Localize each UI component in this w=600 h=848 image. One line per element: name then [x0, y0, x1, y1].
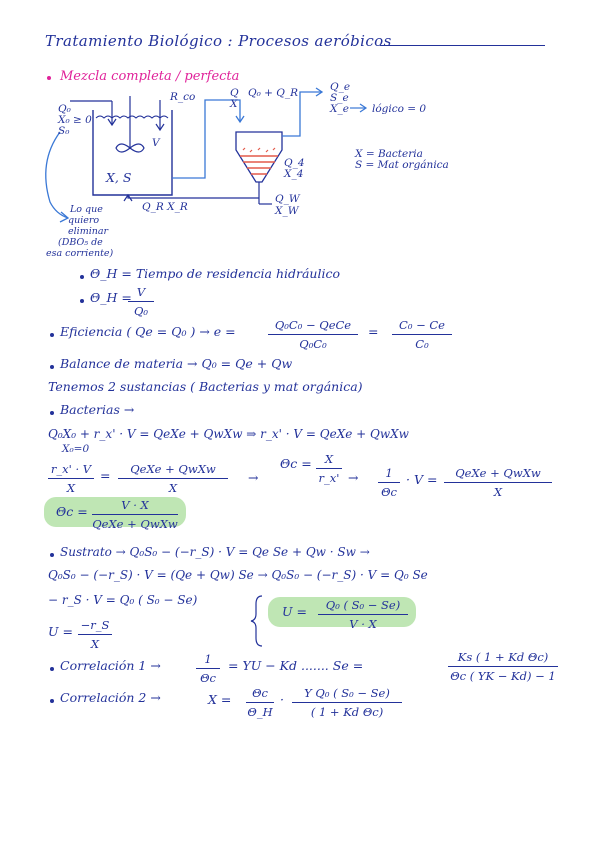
correlacion2-label: Correlación 2 → — [60, 690, 161, 705]
theta-num: V — [136, 285, 146, 299]
boxed-thc-frac — [92, 498, 178, 531]
thc-lhs: Θc = — [280, 456, 312, 471]
corr2-dot: · — [280, 692, 284, 707]
correlacion1-label: Correlación 1 → — [60, 658, 161, 673]
eficiencia-den2: C₀ — [415, 337, 429, 351]
se-num: Ks ( 1 + Kd Θc) — [457, 650, 549, 664]
label-q: Q — [230, 87, 239, 99]
eficiencia-frac2 — [392, 318, 452, 351]
theta-fraction — [128, 285, 154, 318]
se-frac — [448, 650, 558, 683]
label-se: S_e — [330, 92, 349, 104]
balance-line: Balance de materia → Q₀ = Qe + Qw — [60, 356, 293, 371]
label-q0: Q₀ — [58, 103, 71, 115]
inv-den: Θc — [381, 485, 397, 499]
label-v: V — [152, 137, 160, 149]
section-heading: Mezcla completa / perfecta — [60, 69, 240, 84]
corr2-b-den: ( 1 + Kd Θc) — [310, 705, 384, 719]
x0-zero: X₀=0 — [62, 443, 90, 455]
label-x0: X₀ ≥ 0 — [58, 114, 92, 126]
rx-num: r_x' · V — [50, 462, 92, 476]
sustrato-line2: Q₀S₀ − (−r_S) · V = (Qe + Qw) Se → Q₀S₀ − (−r_S) · V = Q₀ Se — [48, 568, 428, 582]
corr2-x-eq: X = — [208, 692, 232, 707]
thc-frac — [316, 452, 342, 485]
rx-rhs-num: QeXe + QwXw — [130, 462, 216, 476]
eficiencia-eq: = — [368, 324, 379, 339]
label-s0: S₀ — [58, 125, 70, 137]
u-lhs: U = — [48, 624, 73, 639]
bullet — [50, 365, 54, 369]
page-title: Tratamiento Biológico : Procesos aeróbicos — [45, 32, 392, 50]
corr1-den: Θc — [200, 671, 216, 685]
label-xe: X_e — [330, 103, 349, 115]
corr1-num: 1 — [204, 652, 212, 666]
label-qr-xr: Q_R X_R — [142, 201, 188, 213]
inv-rhs-num: QeXe + QwXw — [455, 466, 541, 480]
water-surface — [96, 116, 168, 118]
u-frac — [78, 618, 112, 651]
u-num: −r_S — [80, 618, 110, 632]
label-qe: Q_e — [330, 81, 351, 93]
label-qw: Q_W — [275, 193, 300, 205]
thc-den: r_x' — [318, 471, 340, 485]
bullet — [50, 411, 54, 415]
label-xs: X, S — [106, 170, 132, 185]
outlet-flow — [172, 100, 240, 178]
bullet — [50, 553, 54, 557]
inv-num: 1 — [385, 466, 393, 480]
theta-definition: Θ_H = Tiempo de residencia hidráulico — [90, 266, 340, 281]
u-den: X — [90, 637, 100, 651]
theta-den: Q₀ — [133, 304, 149, 318]
corr1-rest: = YU − Kd ....... Se = — [228, 658, 364, 673]
label-rco: R_co — [170, 91, 196, 103]
bullet — [80, 299, 84, 303]
inv-rhs-den: X — [493, 485, 503, 499]
legend-s: S = Mat orgánica — [355, 159, 449, 171]
theta-eq-lhs: Θ_H = — [90, 290, 132, 305]
label-logico: lógico = 0 — [372, 103, 427, 115]
rx-rhs-frac — [118, 462, 228, 495]
boxed-u-lhs: U = — [282, 604, 307, 619]
corr2-a-den: Θ_H — [247, 705, 273, 719]
corr2-frac-a — [246, 686, 274, 719]
note-pointer — [46, 132, 68, 218]
label-x: X — [230, 98, 238, 110]
note-line3: eliminar — [68, 226, 109, 237]
corr1-frac — [196, 652, 220, 685]
note-line2: quiero — [68, 215, 100, 226]
eficiencia-lhs: Eficiencia ( Qe = Q₀ ) → e = — [60, 324, 236, 339]
boxed-u-frac — [318, 598, 408, 631]
note-line1: Lo que — [70, 204, 103, 215]
label-x4: X_4 — [284, 168, 304, 180]
note-line4: (DBO₅ de — [58, 237, 103, 248]
sustrato-line1: Sustrato → Q₀S₀ − (−r_S) · V = Qe Se + Qw · Sw → — [60, 545, 370, 559]
rx-den: X — [66, 481, 76, 495]
boxed-thc-lhs: Θc = — [56, 504, 88, 519]
rx-frac — [48, 462, 94, 495]
label-q4: Q_4 — [284, 157, 305, 169]
label-q0-qr: Q₀ + Q_R — [248, 87, 299, 99]
bullet — [50, 667, 54, 671]
bacterias-heading: Bacterias → — [60, 402, 135, 417]
corr2-a-num: Θc — [252, 686, 268, 700]
arrow-1: → — [248, 470, 259, 485]
inv-rest: · V = — [406, 472, 438, 487]
tenemos-line: Tenemos 2 sustancias ( Bacterias y mat orgánica) — [48, 379, 363, 394]
corr2-frac-b — [292, 686, 402, 719]
bullet — [80, 275, 84, 279]
note-line5: esa corriente) — [46, 248, 114, 259]
eficiencia-frac1 — [268, 318, 358, 351]
bacterias-eq1: Q₀X₀ + r_x' · V = QeXe + QwXw ⇒ r_x' · V = QeXe + QwXw — [48, 427, 409, 441]
legend-x: X = Bacteria — [355, 148, 423, 160]
boxed-u-num: Q₀ ( S₀ − Se) — [325, 598, 401, 612]
inv-rhs-frac — [444, 466, 552, 499]
boxed-thc-num: V · X — [121, 498, 149, 512]
boxed-thc-den: QeXe + QwXw — [92, 517, 178, 531]
boxed-u-den: V · X — [349, 617, 377, 631]
bullet — [50, 333, 54, 337]
label-xw: X_W — [275, 205, 299, 217]
bullet — [50, 699, 54, 703]
sustrato-line3: − r_S · V = Q₀ ( S₀ − Se) — [48, 593, 198, 607]
thc-num: X — [324, 452, 334, 466]
eficiencia-den1: Q₀C₀ — [299, 337, 327, 351]
rx-rhs-den: X — [168, 481, 178, 495]
inv-thc-frac — [378, 466, 400, 499]
corr2-b-num: Y Q₀ ( S₀ − Se) — [304, 686, 390, 700]
eficiencia-num1: Q₀C₀ − QeCe — [274, 318, 352, 332]
arrow-2: → — [348, 470, 359, 485]
rx-eq: = — [100, 468, 111, 483]
eficiencia-num2: C₀ − Ce — [399, 318, 445, 332]
se-den: Θc ( YK − Kd) − 1 — [450, 669, 556, 683]
